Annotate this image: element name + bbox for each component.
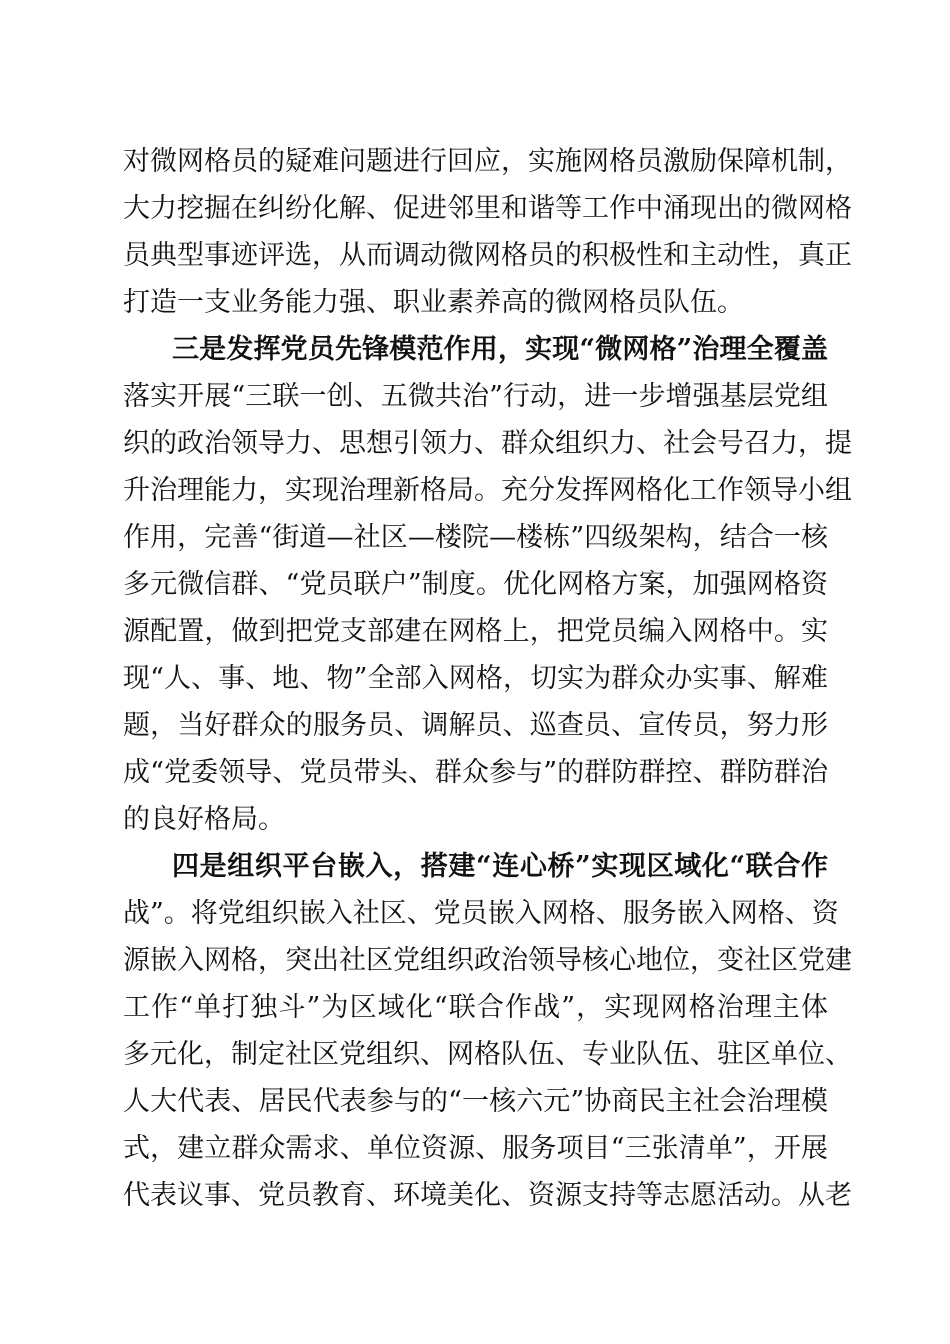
paragraph-2-line-6: 源配置，做到把党支部建在网格上，把党员编入网格中。实: [123, 616, 828, 647]
paragraph-2-line-3: 升治理能力，实现治理新格局。充分发挥网格化工作领导小组: [123, 475, 852, 506]
paragraph-2-line-7: 现“人、事、地、物”全部入网格，切实为群众办实事、解难: [123, 663, 828, 694]
paragraph-3-line-1: 战”。将党组织嵌入社区、党员嵌入网格、服务嵌入网格、资: [123, 898, 839, 929]
paragraph-3-line-4: 多元化，制定社区党组织、网格队伍、专业队伍、驻区单位、: [123, 1039, 852, 1070]
paragraph-3-line-7: 代表议事、党员教育、环境美化、资源支持等志愿活动。从老: [123, 1180, 852, 1211]
paragraph-2-line-8: 题，当好群众的服务员、调解员、巡查员、宣传员，努力形: [123, 710, 828, 741]
paragraph-3-line-3: 工作“单打独斗”为区域化“联合作战”，实现网格治理主体: [123, 992, 828, 1023]
paragraph-2-heading: 三是发挥党员先锋模范作用，实现“微网格”治理全覆盖: [172, 334, 828, 365]
paragraph-2-line-5: 多元微信群、“党员联户”制度。优化网格方案，加强网格资: [123, 569, 828, 600]
paragraph-2-line-10: 的良好格局。: [123, 804, 285, 835]
paragraph-1-line-1: 对微网格员的疑难问题进行回应，实施网格员激励保障机制，: [123, 146, 852, 177]
paragraph-2-line-2: 织的政治领导力、思想引领力、群众组织力、社会号召力，提: [123, 428, 852, 459]
paragraph-1-line-4: 打造一支业务能力强、职业素养高的微网格员队伍。: [123, 287, 744, 318]
paragraph-1-line-3: 员典型事迹评选，从而调动微网格员的积极性和主动性，真正: [123, 240, 852, 271]
paragraph-2-line-9: 成“党委领导、党员带头、群众参与”的群防群控、群防群治: [123, 757, 828, 788]
paragraph-2-line-4: 作用，完善“街道—社区—楼院—楼栋”四级架构，结合一核: [123, 522, 828, 553]
paragraph-3-line-6: 式，建立群众需求、单位资源、服务项目“三张清单”，开展: [123, 1133, 828, 1164]
paragraph-3-heading-line: 四是组织平台嵌入，搭建“连心桥”实现区域化“联合作: [172, 851, 828, 882]
paragraph-3-line-2: 源嵌入网格，突出社区党组织政治领导核心地位，变社区党建: [123, 945, 852, 976]
paragraph-2-line-1: 落实开展“三联一创、五微共治”行动，进一步增强基层党组: [123, 381, 828, 412]
paragraph-1-line-2: 大力挖掘在纠纷化解、促进邻里和谐等工作中涌现出的微网格: [123, 193, 852, 224]
paragraph-3-line-5: 人大代表、居民代表参与的“一核六元”协商民主社会治理模: [123, 1086, 828, 1117]
